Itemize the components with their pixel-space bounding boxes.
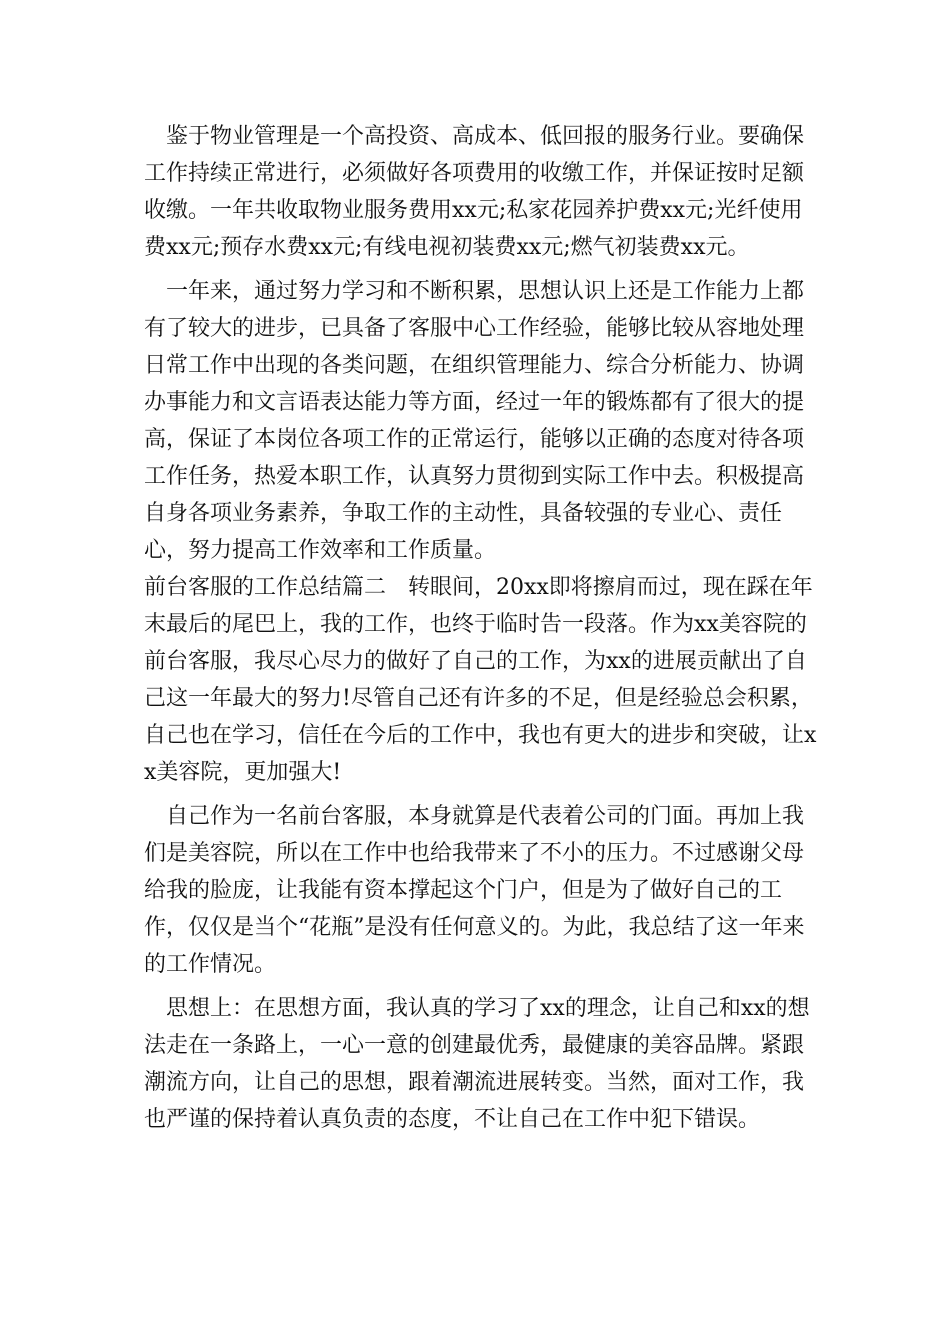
paragraph-front-desk-role: 自己作为一名前台客服，本身就算是代表着公司的门面。再加上我们是美容院，所以在工作中也给我带来了不小的压力。不过感谢父母给我的脸庞，让我能有资本撑起这个门户，但是为了做好自己的工作，仅仅是当个“花瓶”是没有任何意义的。为此，我总结了这一年来的工作情况。 (144, 804, 805, 977)
paragraph-fee-collection: 鉴于物业管理是一个高投资、高成本、低回报的服务行业。要确保工作持续正常进行，必须做好各项费用的收缴工作，并保证按时足额收缴。一年共收取物业服务费用xx元;私家花园养护费xx元;光纤使用费xx元;预存水费xx元;有线电视初装费xx元;燃气初装费xx元。 (144, 124, 805, 260)
paragraph-summary-part-two: 前台客服的工作总结篇二 转眼间，20xx即将擦肩而过，现在踩在年末最后的尾巴上，我的工作，也终于临时告一段落。作为xx美容院的前台客服，我尽心尽力的做好了自己的工作，为xx的进展贡献出了自己这一年最大的努力!尽管自己还有许多的不足，但是经验总会积累，自己也在学习，信任在今后的工作中，我也有更大的进步和突破，让xx美容院，更加强大! (144, 575, 817, 785)
paragraph-thinking: 思想上：在思想方面，我认真的学习了xx的理念，让自己和xx的想法走在一条路上，一心一意的创建最优秀，最健康的美容品牌。紧跟潮流方向，让自己的思想，跟着潮流进展转变。当然，面对工作，我也严谨的保持着认真负责的态度，不让自己在工作中犯下错误。 (144, 996, 810, 1132)
document-body (144, 118, 824, 1138)
paragraph-year-progress: 一年来，通过努力学习和不断积累，思想认识上还是工作能力上都有了较大的进步，已具备了客服中心工作经验，能够比较从容地处理日常工作中出现的各类问题，在组织管理能力、综合分析能力、协调办事能力和文言语表达能力等方面，经过一年的锻炼都有了很大的提高，保证了本岗位各项工作的正常运行，能够以正确的态度对待各项工作任务，热爱本职工作，认真努力贯彻到实际工作中去。积极提高自身各项业务素养，争取工作的主动性，具备较强的专业心、责任心，努力提高工作效率和工作质量。 (144, 279, 805, 563)
